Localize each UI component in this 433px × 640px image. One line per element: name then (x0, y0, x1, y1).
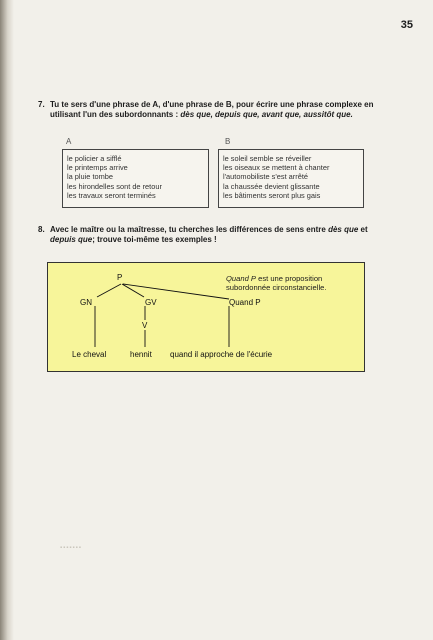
tree-word-clause: quand il approche de l'écurie (170, 350, 273, 359)
page-edge-shadow (0, 0, 14, 640)
column-b-item: le soleil semble se réveiller (223, 154, 312, 163)
exercise-8-em-b: depuis que (50, 235, 93, 244)
column-a-item: le printemps arrive (67, 163, 128, 173)
tree-edge-p-gv (122, 284, 144, 297)
sentence-tree-diagram (47, 262, 365, 372)
exercise-7-instruction (38, 100, 375, 120)
diagram-note-em: Quand P (226, 274, 256, 283)
column-b-item: l'automobiliste s'est arrêté (223, 172, 308, 182)
page-number: 35 (400, 19, 413, 31)
exercise-8-text-a: Avec le maître ou la maîtresse, tu cherches les différences de sens entre (50, 225, 329, 234)
tree-word-verb: hennit (130, 350, 152, 359)
exercise-8-number: 8. (38, 225, 45, 234)
exercise-7-subordinants: dès que, depuis que, avant que, aussitôt que. (180, 110, 353, 119)
column-b-label: B (225, 137, 231, 146)
exercise-8-instruction (38, 225, 375, 245)
column-b-box (218, 149, 364, 208)
bleed-through-smudge: ▪▪▪▪▪▪▪ (60, 545, 82, 551)
tree-node-quand-p: Quand P (229, 298, 261, 307)
exercise-7-number: 7. (38, 100, 45, 109)
tree-node-p: P (117, 273, 123, 282)
diagram-note (226, 274, 362, 292)
tree-node-gv: GV (145, 298, 157, 307)
exercise-8-text-c: ; trouve toi-même tes exemples ! (92, 235, 217, 244)
column-a-box (62, 149, 209, 208)
column-a-item: la pluie tombe (67, 172, 114, 182)
exercise-7-text: Tu te sers d'une phrase de A, d'une phrase de B, pour écrire une phrase complexe en utilisant l'un des subordonnants : (50, 100, 374, 119)
column-a-item: le policier a sifflé (67, 154, 122, 163)
tree-edge-p-quand (123, 284, 229, 299)
tree-node-v: V (142, 321, 148, 330)
column-b-item: les bâtiments seront plus gais (223, 190, 321, 200)
column-a-item: les travaux seront terminés (67, 190, 156, 200)
diagram-note-text: est une proposition subordonnée circonstancielle. (226, 274, 327, 292)
tree-node-gn: GN (80, 298, 92, 307)
tree-edge-p-gn (97, 284, 121, 297)
exercise-8-text-b: et (358, 225, 368, 234)
column-a-label: A (66, 137, 72, 146)
tree-word-subject: Le cheval (72, 350, 107, 359)
exercise-8-em-a: dès que (328, 225, 359, 234)
column-a-item: les hirondelles sont de retour (67, 181, 162, 191)
column-b-item: la chaussée devient glissante (223, 181, 320, 191)
column-b-item: les oiseaux se mettent à chanter (223, 163, 330, 173)
